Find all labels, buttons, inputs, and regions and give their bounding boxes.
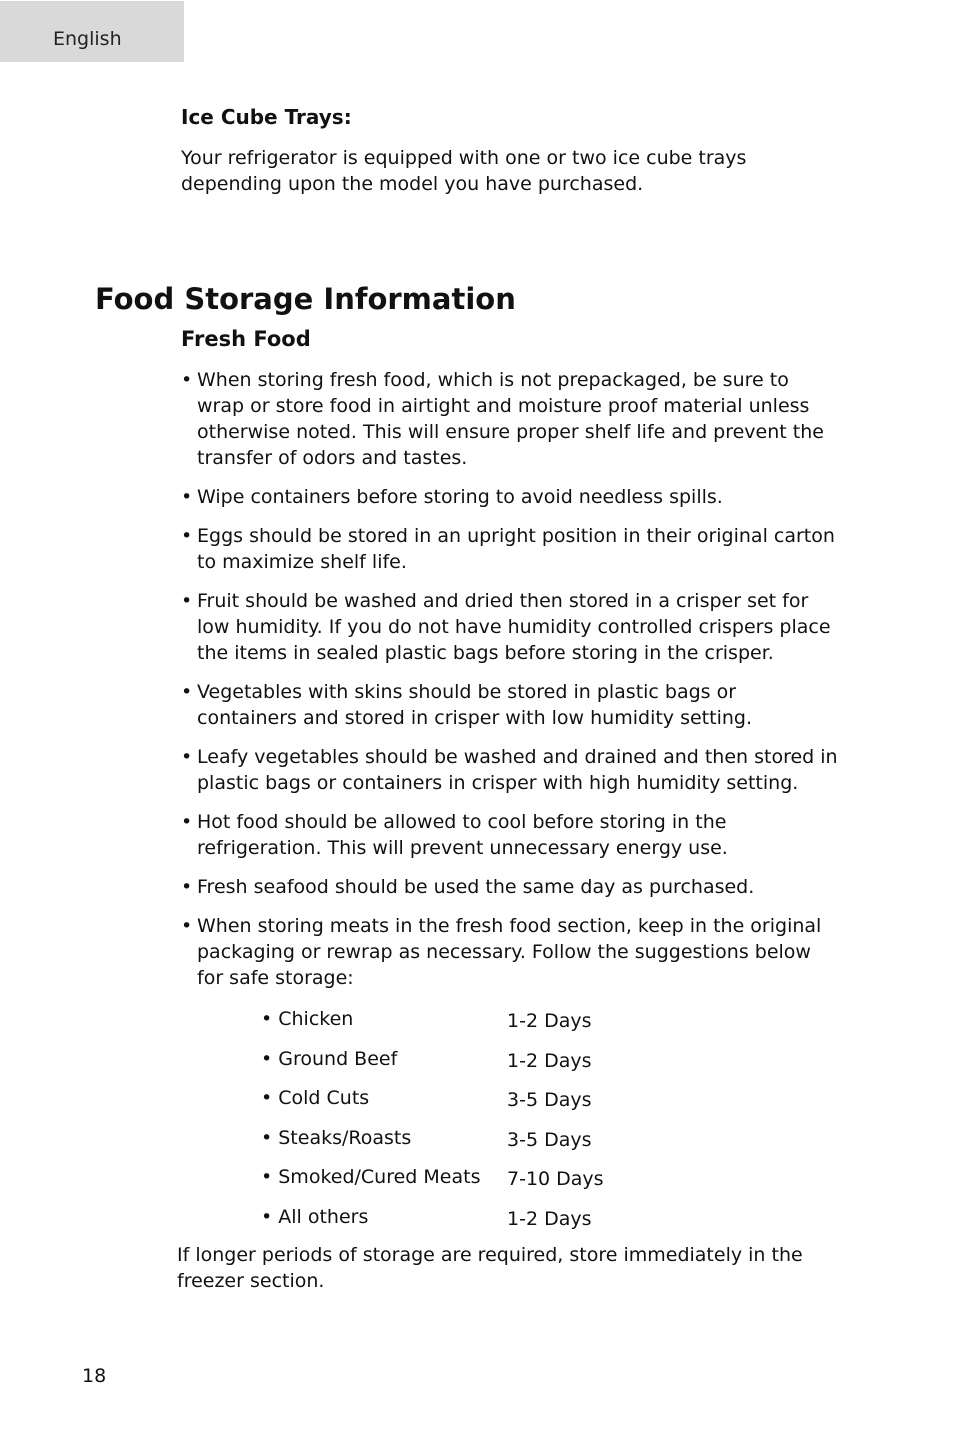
bullet-item <box>181 744 841 796</box>
bullet-text: When storing fresh food, which is not prepackaged, be sure to wrap or store food in airtight and moisture proof material unless otherwise noted. This will ensure proper shelf life and prevent the transfer of odors and tastes. <box>197 369 824 469</box>
bullet-dot: • <box>181 876 193 898</box>
language-tab <box>0 1 184 62</box>
meat-name: • Chicken <box>261 1008 354 1030</box>
bullet-item <box>181 913 841 991</box>
bullet-text: Wipe containers before storing to avoid needless spills. <box>197 486 723 508</box>
bullet-text: Fresh seafood should be used the same day as purchased. <box>197 876 755 898</box>
meat-days: 1-2 Days <box>507 1049 592 1072</box>
food-storage-title: Food Storage Information <box>95 282 516 316</box>
bullet-dot: • <box>181 369 193 391</box>
meat-storage-list <box>261 1006 641 1243</box>
meat-name: • Ground Beef <box>261 1047 398 1070</box>
meat-name: • Cold Cuts <box>261 1087 370 1109</box>
ice-cube-trays-text: Your refrigerator is equipped with one or two ice cube trays depending upon the model you have purchased. <box>181 147 747 195</box>
ice-cube-trays-heading: Ice Cube Trays: <box>181 105 352 129</box>
bullet-text: Fruit should be washed and dried then stored in a crisper set for low humidity. If you do not have humidity controlled crispers place the items in sealed plastic bags before storing in the crisper. <box>197 590 831 664</box>
meat-days: 1-2 Days <box>507 1207 592 1230</box>
meat-storage-row <box>261 1204 641 1244</box>
bullet-text: Hot food should be allowed to cool before storing in the refrigeration. This will prevent unnecessary energy use. <box>197 811 728 859</box>
fresh-food-bullet-list <box>181 367 841 1004</box>
bullet-dot: • <box>181 811 193 833</box>
bullet-item <box>181 588 841 666</box>
bullet-dot: • <box>181 525 193 547</box>
bullet-item <box>181 367 841 471</box>
meat-name: • Steaks/Roasts <box>261 1126 412 1149</box>
meat-storage-row <box>261 1085 641 1125</box>
meat-storage-row <box>261 1164 641 1204</box>
meat-name: • Smoked/Cured Meats <box>261 1166 481 1188</box>
closing-note: If longer periods of storage are required, store immediately in the freezer section. <box>177 1244 803 1292</box>
bullet-dot: • <box>181 486 193 508</box>
bullet-text: Vegetables with skins should be stored in plastic bags or containers and stored in crisper with low humidity setting. <box>197 681 752 729</box>
meat-days: 7-10 Days <box>507 1168 604 1190</box>
page-number: 18 <box>82 1365 107 1387</box>
bullet-item <box>181 523 841 575</box>
bullet-item <box>181 484 841 510</box>
bullet-dot: • <box>181 590 193 612</box>
bullet-dot: • <box>181 681 193 703</box>
language-label: English <box>53 28 122 50</box>
bullet-item <box>181 809 841 861</box>
meat-storage-row <box>261 1006 641 1046</box>
fresh-food-heading: Fresh Food <box>181 327 311 351</box>
meat-storage-row <box>261 1125 641 1165</box>
bullet-item <box>181 874 841 900</box>
meat-days: 3-5 Days <box>507 1128 592 1151</box>
bullet-text: Eggs should be stored in an upright position in their original carton to maximize shelf life. <box>197 525 835 573</box>
bullet-dot: • <box>181 915 193 937</box>
meat-days: 1-2 Days <box>507 1010 592 1032</box>
meat-name: • All others <box>261 1205 369 1228</box>
bullet-item <box>181 679 841 731</box>
meat-storage-row <box>261 1046 641 1086</box>
bullet-text: Leafy vegetables should be washed and drained and then stored in plastic bags or containers in crisper with high humidity setting. <box>197 746 838 794</box>
bullet-dot: • <box>181 746 193 768</box>
bullet-text: When storing meats in the fresh food section, keep in the original packaging or rewrap as necessary. Follow the suggestions below for safe storage: <box>197 915 822 989</box>
meat-days: 3-5 Days <box>507 1089 592 1111</box>
